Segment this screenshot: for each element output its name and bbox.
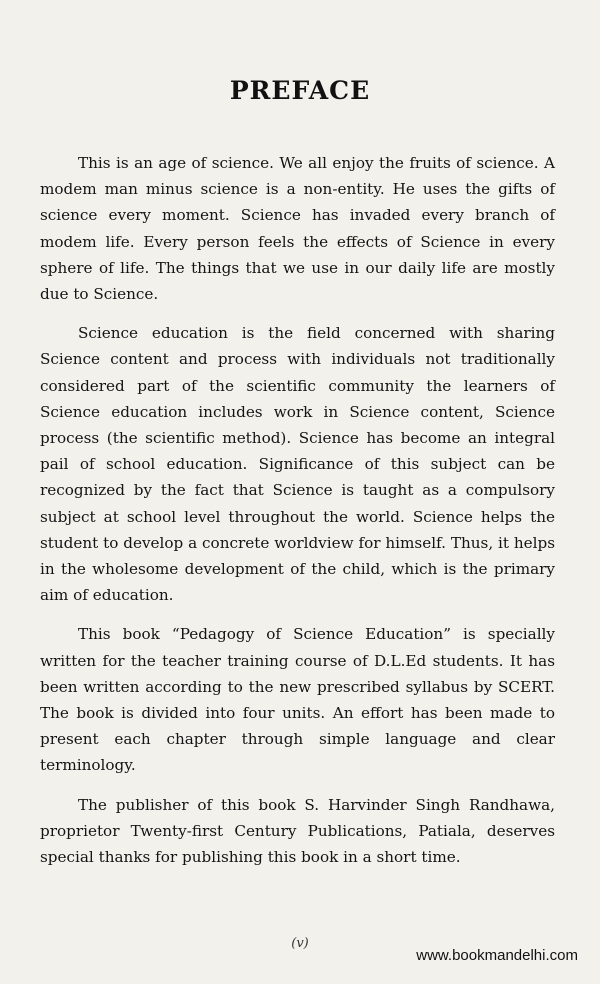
- page-title: PREFACE: [229, 76, 371, 105]
- paragraph-4: The publisher of this book S. Harvinder Singh Randhawa, proprietor Twenty-first Century Publications, Patiala, deserves special thanks for publishing this book in a short time.: [40, 795, 555, 867]
- page-number: (v): [291, 936, 309, 951]
- watermark-url: www.bookmandelhi.com: [416, 947, 578, 964]
- paragraph-2: Science education is the field concerned with sharing Science content and process with individuals not traditionally considered part of the scientific community the learners of Science education includes work in Science content, Science process (the scientific method). Science has become an integral pail of school education. Significance of this subject can be recognized by the fact that Science is taught as a compulsory subject at school level throughout the world. Science helps the student to develop a concrete worldview for himself. Thus, it helps in the wholesome development of the child, which is the primary aim of education.: [40, 324, 555, 605]
- paragraph-1: This is an age of science. We all enjoy the fruits of science. A modem man minus science is a non-entity. He uses the gifts of science every moment. Science has invaded every branch of modem life. Every person feels the effects of Science in every sphere of life. The things that we use in our daily life are mostly due to Science.: [40, 154, 555, 304]
- preface-body: [40, 150, 555, 883]
- paragraph-3: This book “Pedagogy of Science Education” is specially written for the teacher training course of D.L.Ed students. It has been written according to the new prescribed syllabus by SCERT. The book is divided into four units. An effort has been made to present each chapter through simple language and clear terminology.: [40, 625, 555, 775]
